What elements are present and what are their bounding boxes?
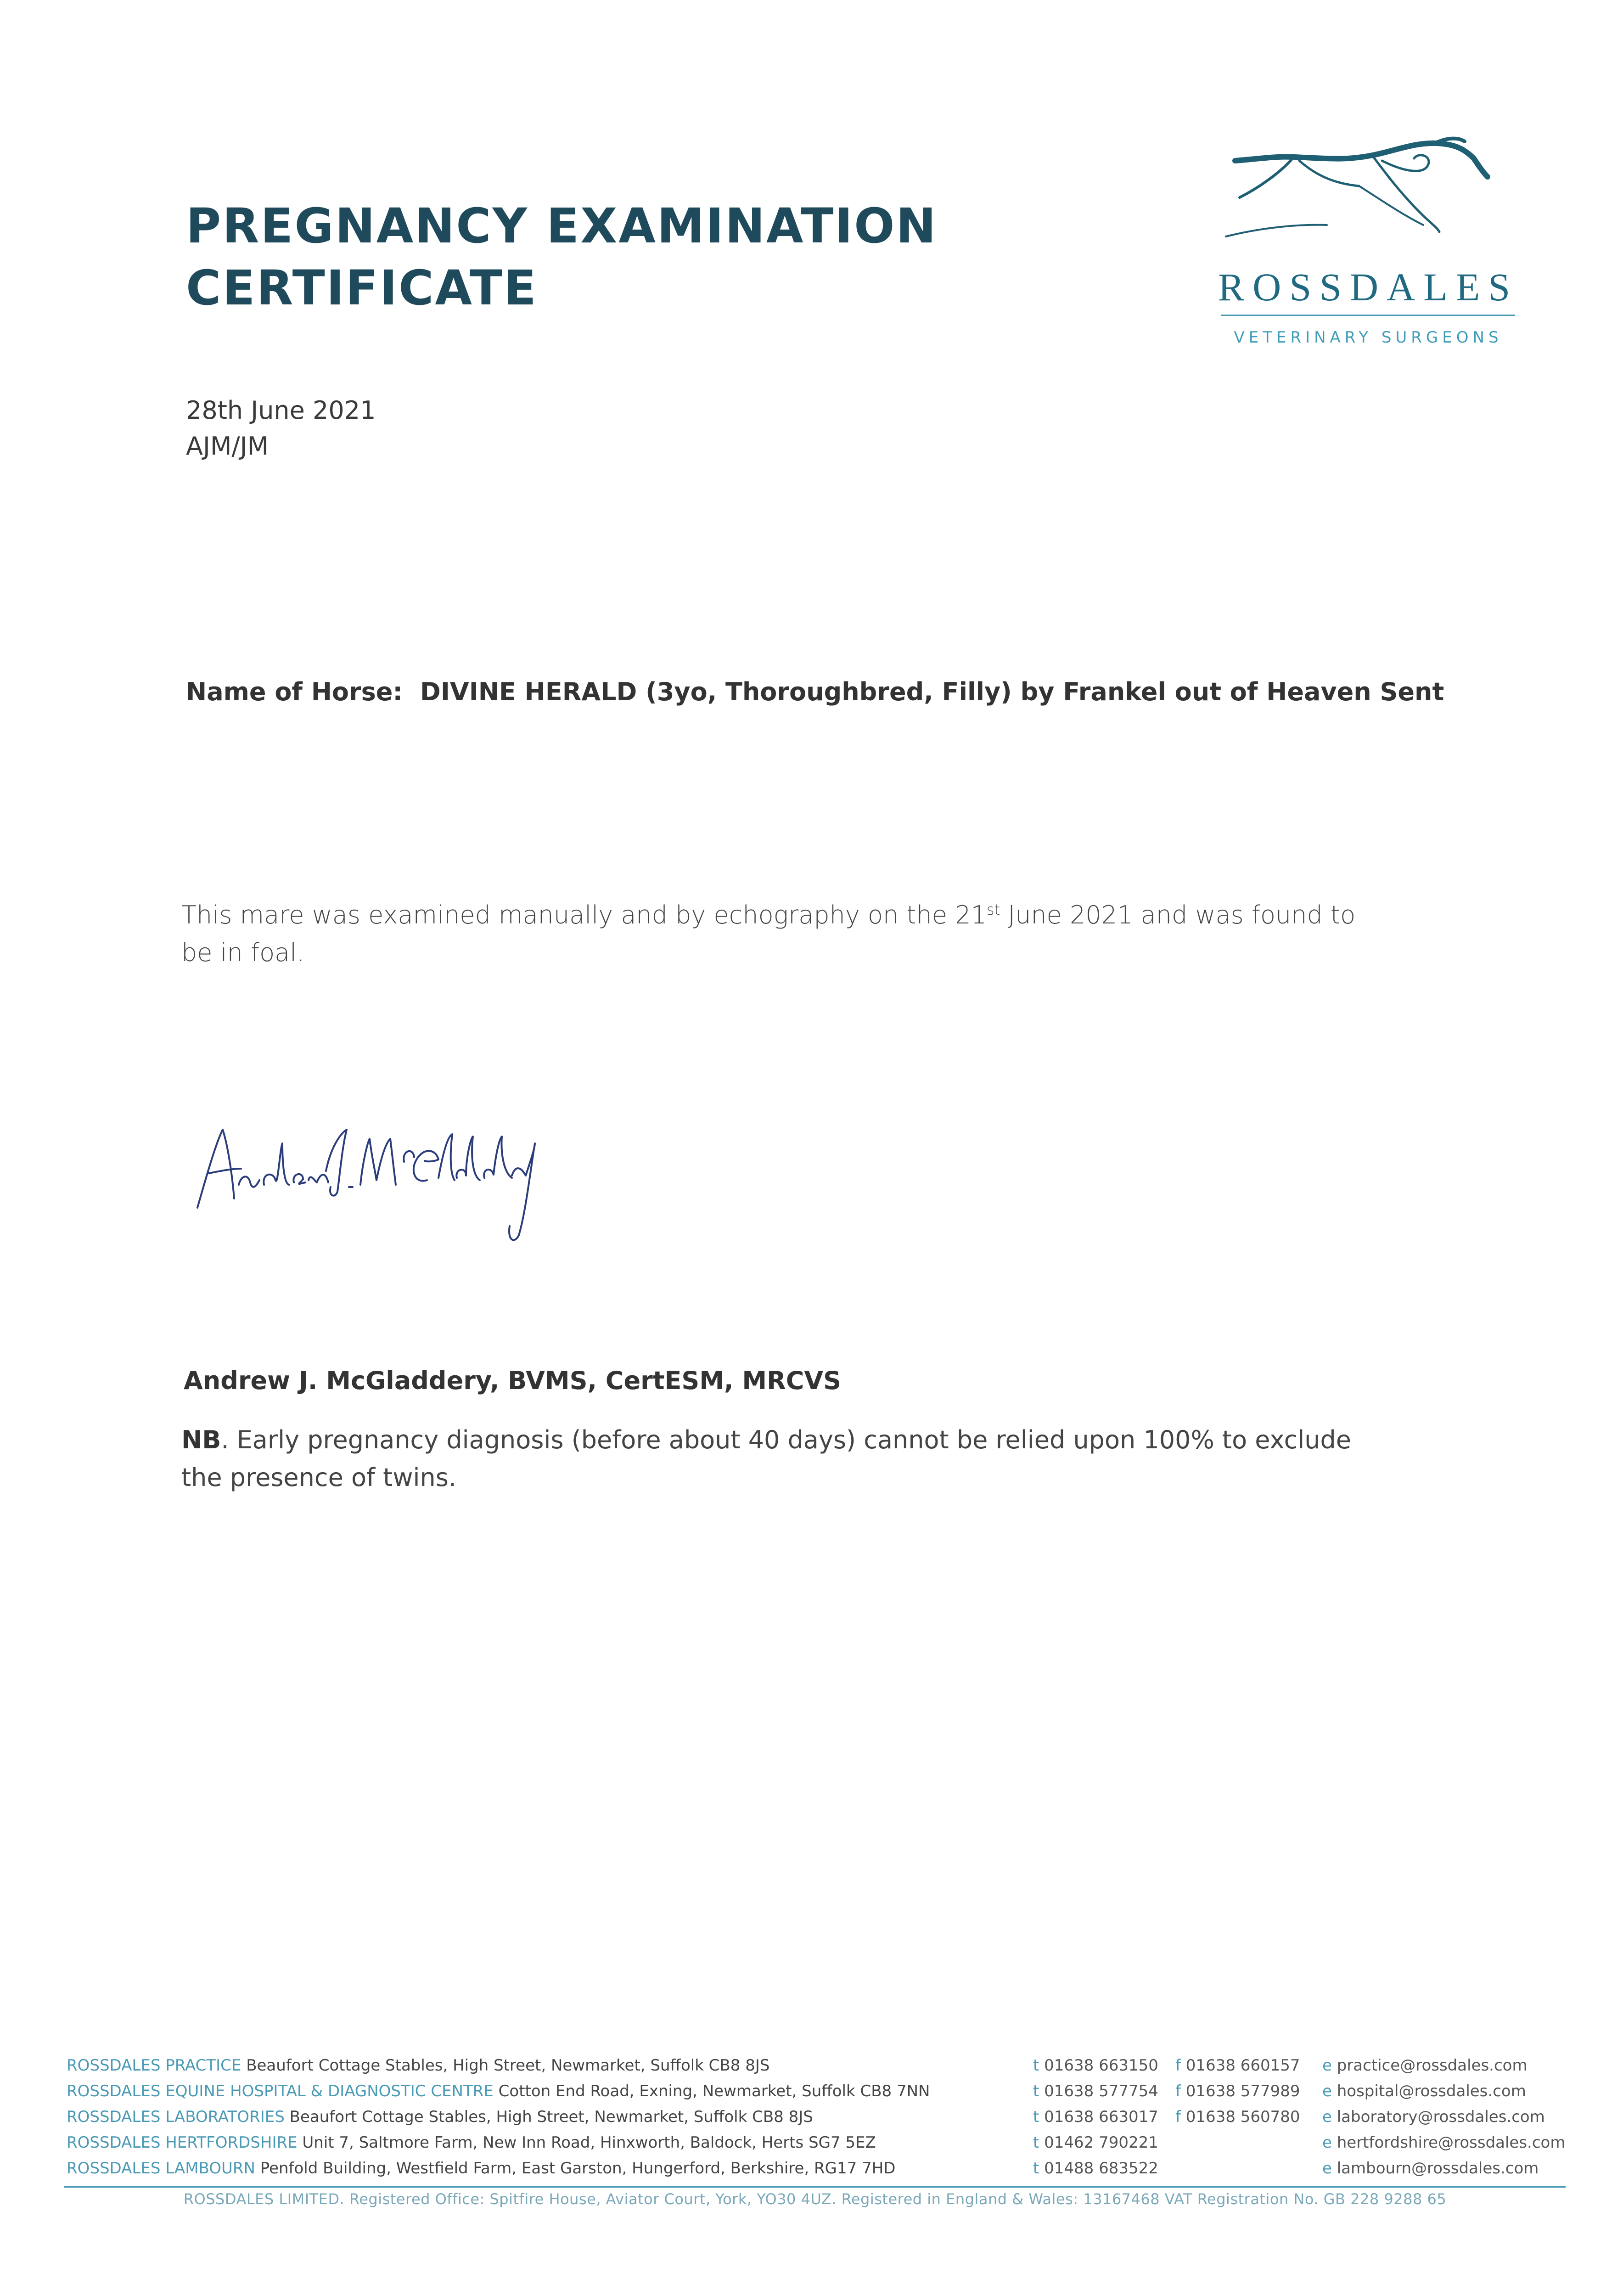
footer-office-row — [67, 2078, 930, 2104]
issue-date: 28th June 2021 — [186, 396, 376, 425]
office-tel: 01638 663150 — [1044, 2056, 1158, 2075]
office-email[interactable]: practice@rossdales.com — [1337, 2056, 1528, 2075]
office-name: ROSSDALES PRACTICE — [67, 2056, 241, 2075]
footer-office-row — [67, 2155, 930, 2181]
email-prefix: e — [1322, 2082, 1332, 2100]
email-prefix: e — [1322, 2056, 1332, 2075]
footer-telephone-column — [1033, 2053, 1158, 2181]
footer-email-column — [1322, 2053, 1565, 2181]
email-prefix: e — [1322, 2159, 1332, 2178]
office-tel: 01462 790221 — [1044, 2133, 1158, 2152]
office-address: Beaufort Cottage Stables, High Street, Newmarket, Suffolk CB8 8JS — [289, 2108, 813, 2126]
footer-fax-column — [1175, 2053, 1300, 2130]
logo-divider — [1221, 315, 1515, 316]
fax-prefix: f — [1175, 2056, 1181, 2075]
office-name: ROSSDALES LABORATORIES — [67, 2108, 285, 2126]
fax-prefix: f — [1175, 2108, 1181, 2126]
office-fax: 01638 660157 — [1185, 2056, 1300, 2075]
registration-line: ROSSDALES LIMITED. Registered Office: Spitfire House, Aviator Court, York, YO30 4UZ. Registered in England & Wales: 13167468 VAT Registration No. GB 228 9288 65 — [183, 2190, 1447, 2208]
examination-statement — [181, 891, 1393, 972]
signatory-name: Andrew J. McGladdery, BVMS, CertESM, MRCVS — [184, 1366, 842, 1395]
office-email[interactable]: lambourn@rossdales.com — [1337, 2159, 1539, 2178]
office-email[interactable]: laboratory@rossdales.com — [1337, 2108, 1545, 2126]
title-line-1: PREGNANCY EXAMINATION — [186, 198, 938, 254]
footer-office-row — [67, 2053, 930, 2078]
note-text: . Early pregnancy diagnosis (before about 40 days) cannot be relied upon 100% to exclude the presence of twins. — [181, 1425, 1351, 1492]
office-name: ROSSDALES EQUINE HOSPITAL & DIAGNOSTIC CENTRE — [67, 2082, 494, 2100]
title-line-2: CERTIFICATE — [186, 260, 538, 316]
office-name: ROSSDALES HERTFORDSHIRE — [67, 2133, 298, 2152]
office-tel: 01488 683522 — [1044, 2159, 1158, 2178]
tel-prefix: t — [1033, 2108, 1039, 2126]
horse-label: Name of Horse: — [186, 677, 403, 706]
logo-subtitle: VETERINARY SURGEONS — [1234, 328, 1503, 347]
horse-icon — [1207, 133, 1529, 354]
footer-addresses — [67, 2053, 930, 2181]
footer-office-row — [67, 2130, 930, 2155]
office-name: ROSSDALES LAMBOURN — [67, 2159, 255, 2178]
date-block — [186, 393, 376, 464]
tel-prefix: t — [1033, 2159, 1039, 2178]
note-paragraph — [181, 1421, 1375, 1497]
office-tel: 01638 663017 — [1044, 2108, 1158, 2126]
statement-superscript: st — [986, 901, 1000, 918]
office-address: Cotton End Road, Exning, Newmarket, Suffolk CB8 7NN — [498, 2082, 930, 2100]
office-address: Penfold Building, Westfield Farm, East Garston, Hungerford, Berkshire, RG17 7HD — [260, 2159, 896, 2178]
email-prefix: e — [1322, 2108, 1332, 2126]
reference-code: AJM/JM — [186, 432, 269, 461]
email-prefix: e — [1322, 2133, 1332, 2152]
office-fax: 01638 560780 — [1185, 2108, 1300, 2126]
horse-name: DIVINE HERALD (3yo, Thoroughbred, Filly) by Frankel out of Heaven Sent — [420, 677, 1444, 706]
office-tel: 01638 577754 — [1044, 2082, 1158, 2100]
handwritten-signature — [188, 1093, 537, 1244]
horse-field — [186, 677, 1444, 706]
office-email[interactable]: hospital@rossdales.com — [1337, 2082, 1526, 2100]
footer-divider — [64, 2186, 1566, 2188]
tel-prefix: t — [1033, 2133, 1039, 2152]
office-fax: 01638 577989 — [1185, 2082, 1300, 2100]
office-address: Beaufort Cottage Stables, High Street, Newmarket, Suffolk CB8 8JS — [246, 2056, 770, 2075]
note-label: NB — [181, 1425, 221, 1454]
office-email[interactable]: hertfordshire@rossdales.com — [1337, 2133, 1566, 2152]
statement-text-after: June 2021 and was found to be in foal. — [181, 900, 1356, 967]
footer-office-row — [67, 2104, 930, 2130]
logo-wordmark: ROSSDALES — [1218, 265, 1519, 309]
statement-text-before: This mare was examined manually and by echography on the 21 — [181, 900, 987, 929]
tel-prefix: t — [1033, 2082, 1039, 2100]
tel-prefix: t — [1033, 2056, 1039, 2075]
office-address: Unit 7, Saltmore Farm, New Inn Road, Hinxworth, Baldock, Herts SG7 5EZ — [302, 2133, 876, 2152]
fax-prefix: f — [1175, 2082, 1181, 2100]
page-title — [186, 195, 938, 319]
